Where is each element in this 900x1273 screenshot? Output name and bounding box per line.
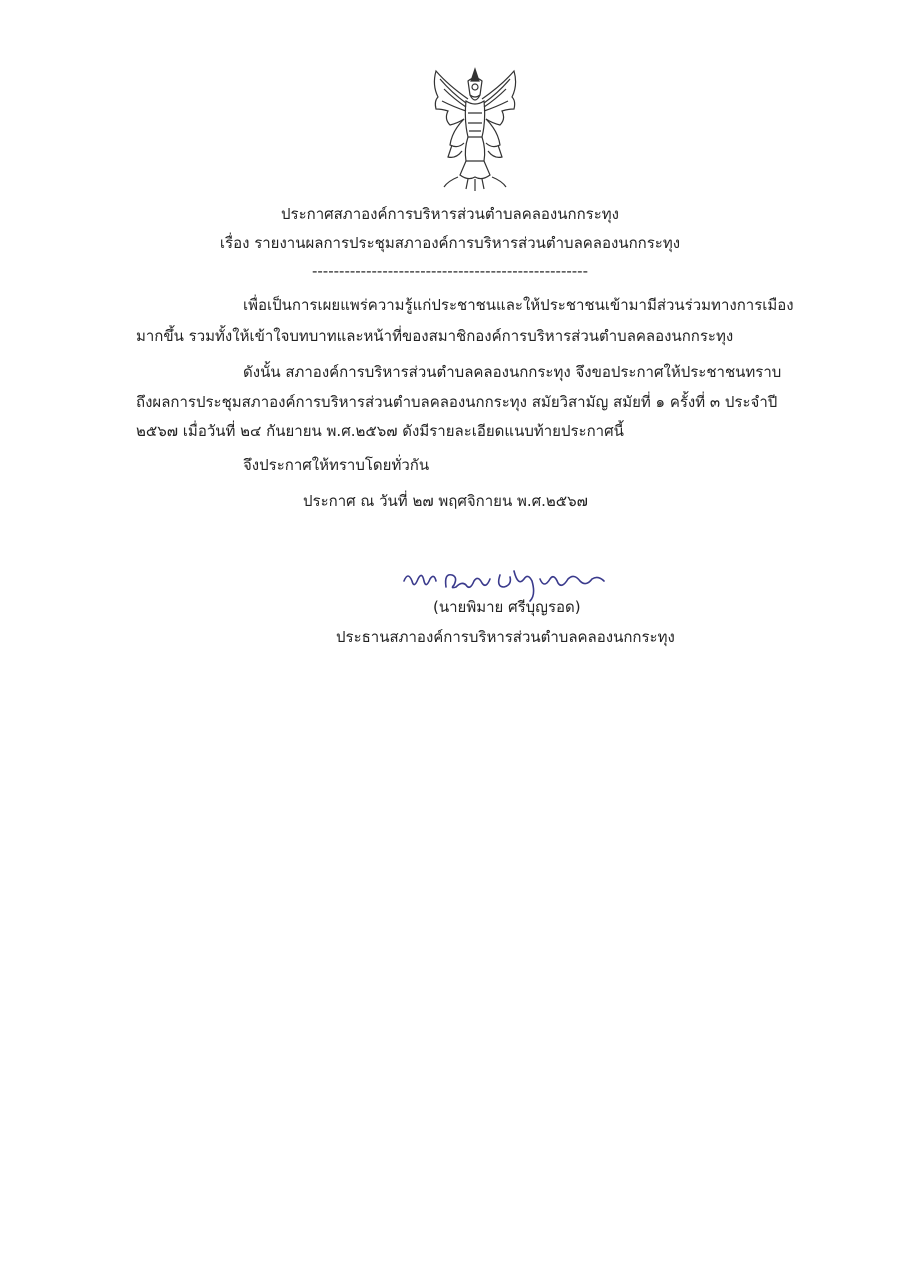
title-divider: --------------------------------------------------- xyxy=(311,262,589,280)
paragraph-1-line-1: เพื่อเป็นการเผยแพร่ความรู้แก่ประชาชนและให้ประชาชนเข้ามามีส่วนร่วมทางการเมือง xyxy=(243,296,794,314)
signatory-position: ประธานสภาองค์การบริหารส่วนตำบลคลองนกกระทุง xyxy=(336,628,675,646)
announcement-title: ประกาศสภาองค์การบริหารส่วนตำบลคลองนกกระทุง xyxy=(280,205,619,223)
paragraph-2-line-3: ๒๕๖๗ เมื่อวันที่ ๒๔ กันยายน พ.ศ.๒๕๖๗ ดังมีรายละเอียดแนบท้ายประกาศนี้ xyxy=(136,422,624,440)
signatory-name: (นายพิมาย ศรีบุญรอด) xyxy=(433,598,581,616)
garuda-emblem-icon xyxy=(428,65,522,195)
announcement-date: ประกาศ ณ วันที่ ๒๗ พฤศจิกายน พ.ศ.๒๕๖๗ xyxy=(303,492,588,510)
closing-statement: จึงประกาศให้ทราบโดยทั่วกัน xyxy=(243,456,430,474)
announcement-subject: เรื่อง รายงานผลการประชุมสภาองค์การบริหารส่วนตำบลคลองนกกระทุง xyxy=(219,234,681,252)
paragraph-2-line-2: ถึงผลการประชุมสภาองค์การบริหารส่วนตำบลคลองนกกระทุง สมัยวิสามัญ สมัยที่ ๑ ครั้งที่ ๓ ประจำปี xyxy=(136,393,778,411)
paragraph-1-line-2: มากขึ้น รวมทั้งให้เข้าใจบทบาทและหน้าที่ของสมาชิกองค์การบริหารส่วนตำบลคลองนกกระทุง xyxy=(136,327,734,345)
paragraph-2-line-1: ดังนั้น สภาองค์การบริหารส่วนตำบลคลองนกกระทุง จึงขอประกาศให้ประชาชนทราบ xyxy=(243,363,782,381)
